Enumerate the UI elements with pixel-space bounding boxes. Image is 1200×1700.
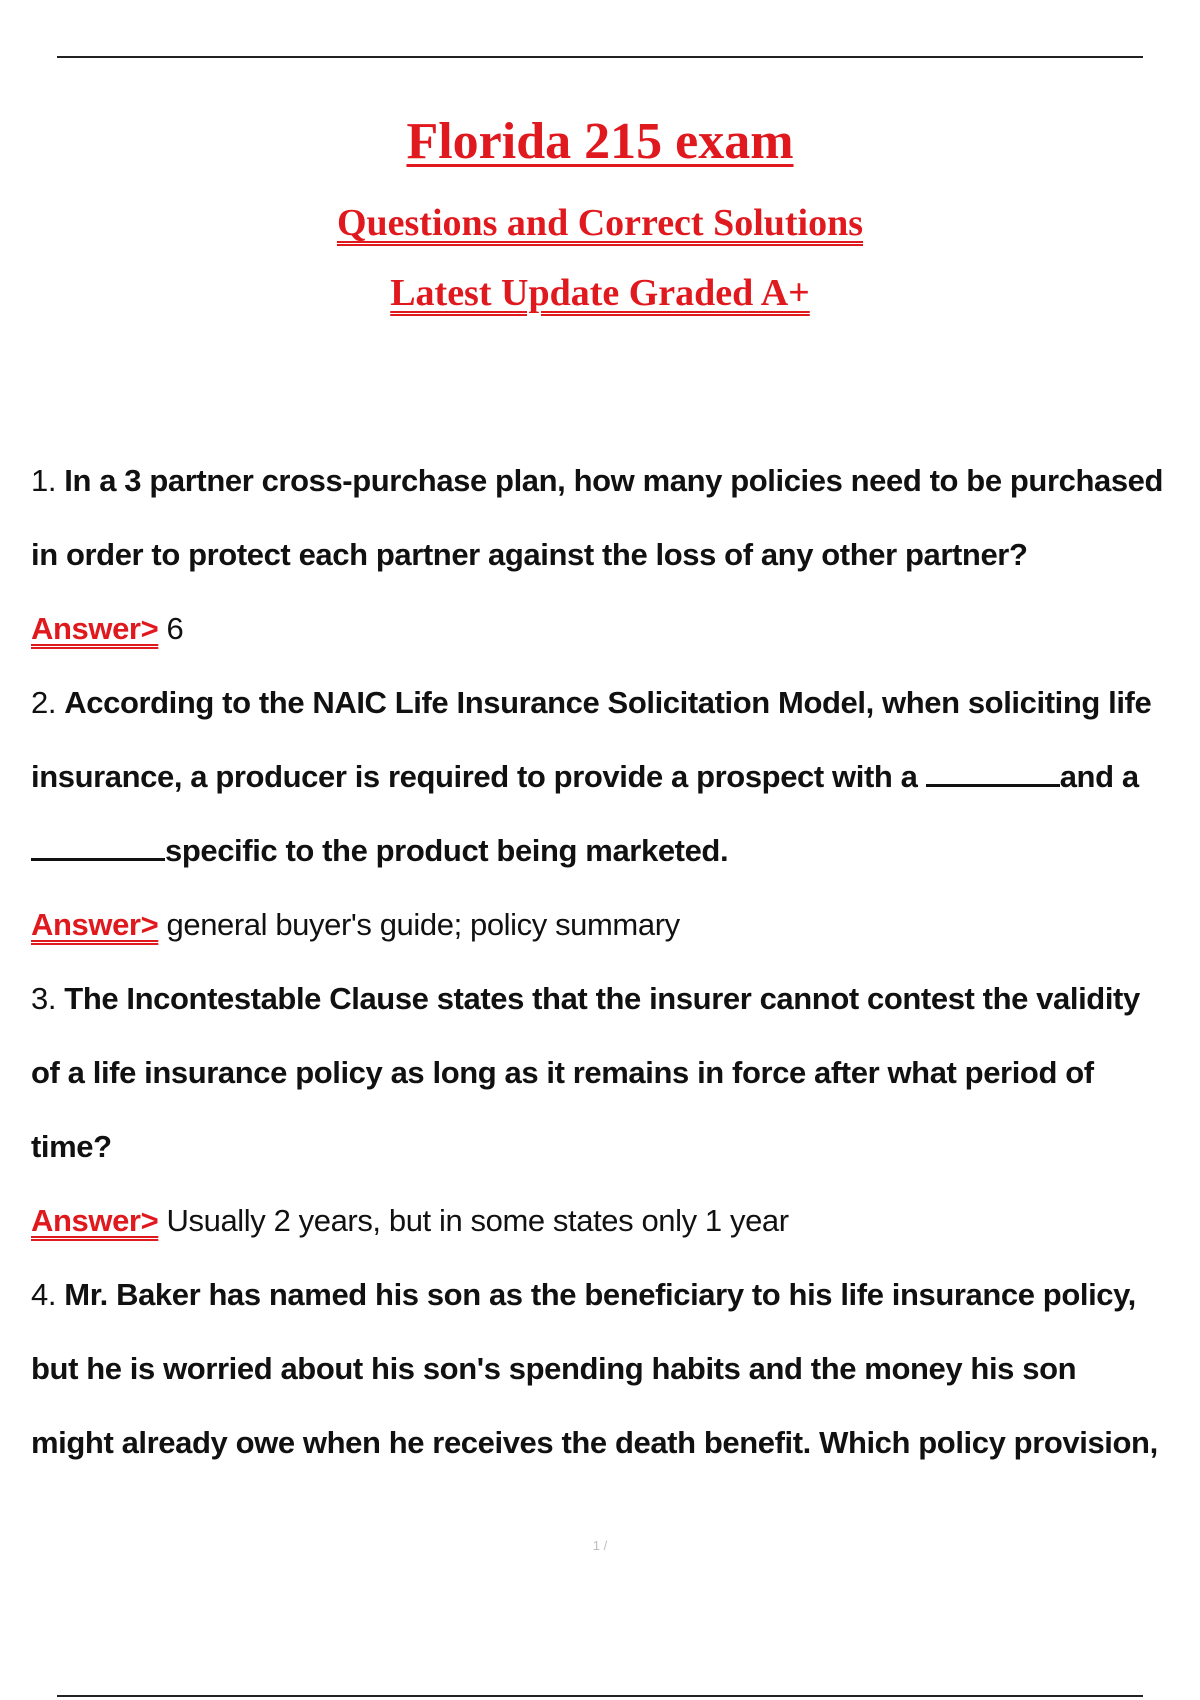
document-header [0,108,1200,328]
question-list [31,444,1181,1480]
question-number: 1. [31,463,57,498]
top-rule [57,56,1143,58]
answer-text: 6 [166,611,184,646]
fill-in-blank [926,762,1060,787]
question-4-line-3 [31,1406,1181,1480]
answer-2 [31,888,1181,962]
answer-label: Answer> [31,611,159,646]
question-text: insurance, a producer is required to provide a prospect with a [31,759,926,794]
question-1-line-2 [31,518,1181,592]
question-text: of a life insurance policy as long as it remains in force after what period of [31,1055,1094,1090]
question-text: The Incontestable Clause states that the insurer cannot contest the validity [64,981,1140,1016]
question-4-line-1 [31,1258,1181,1332]
question-text: In a 3 partner cross-purchase plan, how many policies need to be purchased [64,463,1164,498]
fill-in-blank [31,836,165,861]
answer-1 [31,592,1181,666]
page-number: 1 / [592,1538,608,1553]
question-text: but he is worried about his son's spending habits and the money his son [31,1351,1077,1386]
question-2-line-2 [31,740,1181,814]
question-text: might already owe when he receives the death benefit. Which policy provision, [31,1425,1158,1460]
question-number: 3. [31,981,57,1016]
question-text: and a [1059,759,1139,794]
question-number: 4. [31,1277,57,1312]
answer-text: general buyer's guide; policy summary [166,907,680,942]
question-3-line-1 [31,962,1181,1036]
question-text: time? [31,1129,112,1164]
question-1-line-1 [31,444,1181,518]
question-number: 2. [31,685,57,720]
question-4-line-2 [31,1332,1181,1406]
question-text: specific to the product being marketed. [165,833,729,868]
answer-label: Answer> [31,1203,159,1238]
question-text: in order to protect each partner against the loss of any other partner? [31,537,1028,572]
question-3-line-3 [31,1110,1181,1184]
document-subtitle-questions: Questions and Correct Solutions [336,202,864,244]
question-2-line-1 [31,666,1181,740]
question-text: According to the NAIC Life Insurance Solicitation Model, when soliciting life [64,685,1152,720]
question-3-line-2 [31,1036,1181,1110]
question-text: Mr. Baker has named his son as the beneficiary to his life insurance policy, [64,1277,1136,1312]
answer-label: Answer> [31,907,159,942]
answer-text: Usually 2 years, but in some states only 1 year [166,1203,789,1238]
document-title: Florida 215 exam [406,113,794,170]
answer-3 [31,1184,1181,1258]
question-2-line-3 [31,814,1181,888]
bottom-rule [57,1695,1143,1697]
document-subtitle-update: Latest Update Graded A+ [390,272,810,314]
